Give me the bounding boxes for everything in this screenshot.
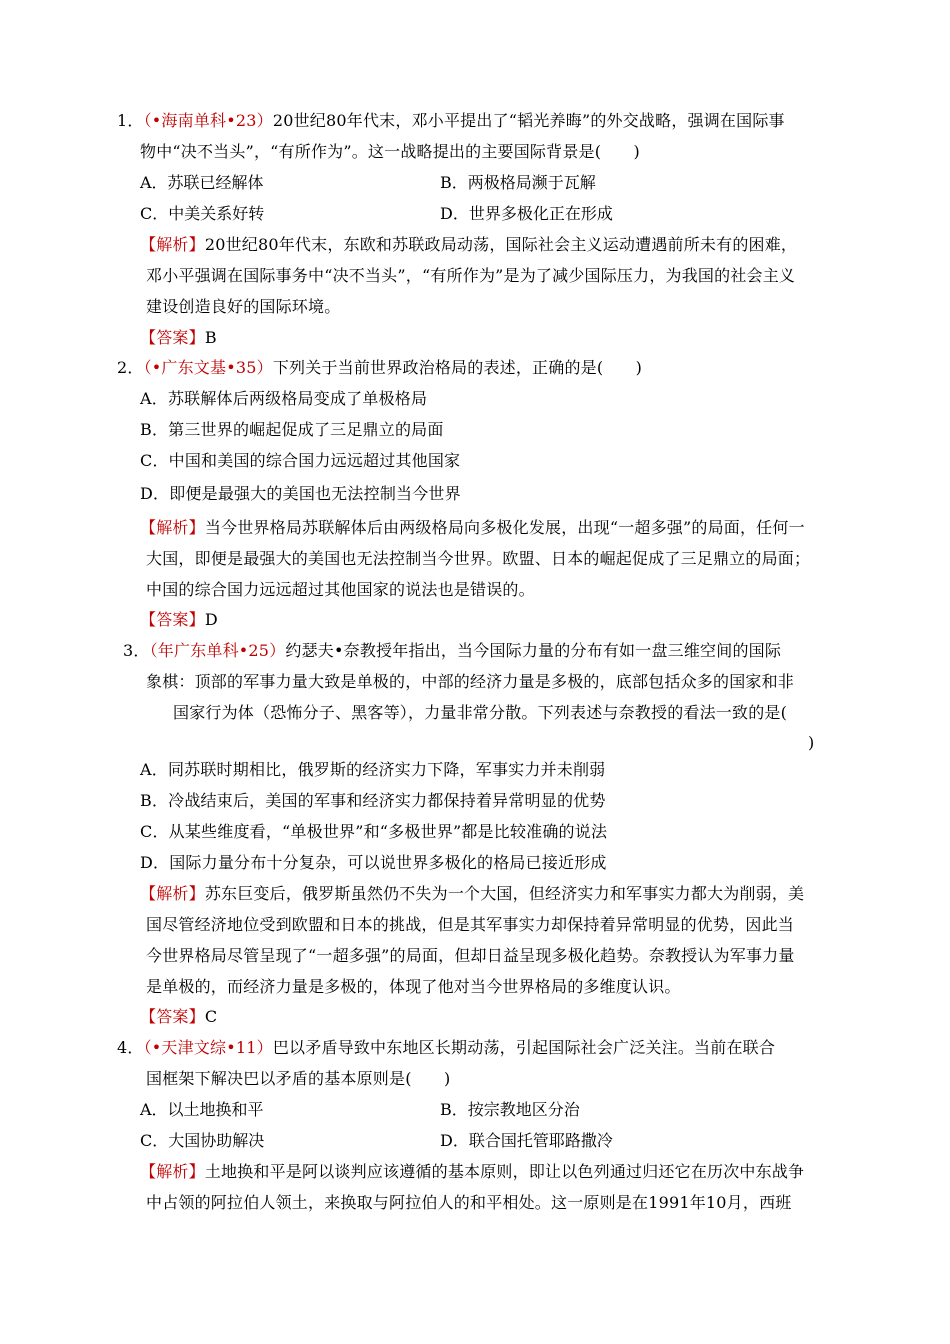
question-4-analysis-line-2: 中占领的阿拉伯人领土，来换取与阿拉伯人的和平相处。这一原则是在1991年10月，西班 xyxy=(146,1193,792,1212)
analysis-label: 【解析】 xyxy=(140,518,205,537)
analysis-text: 苏东巨变后，俄罗斯虽然仍不失为一个大国，但经济实力和军事实力都大为削弱，美 xyxy=(204,884,805,903)
question-3-analysis-line-2: 国尽管经济地位受到欧盟和日本的挑战，但是其军事实力却保持着异常明显的优势，因此当 xyxy=(146,915,795,934)
question-2-stem-line-1 xyxy=(117,358,642,378)
analysis-text: 土地换和平是阿以谈判应该遵循的基本原则，即让以色列通过归还它在历次中东战争 xyxy=(204,1162,805,1181)
answer-value: D xyxy=(204,610,218,629)
question-3-stem-line-3: 国家行为体（恐怖分子、黑客等），力量非常分散。下列表述与奈教授的看法一致的是( xyxy=(173,703,788,722)
analysis-label: 【解析】 xyxy=(140,884,205,903)
analysis-text: 20世纪80年代末，东欧和苏联政局动荡，国际社会主义运动遭遇前所未有的困难， xyxy=(204,235,798,254)
question-3-option-c: C．从某些维度看，“单极世界”和“多极世界”都是比较准确的说法 xyxy=(140,822,608,841)
analysis-text: 当今世界格局苏联解体后由两级格局向多极化发展，出现“一超多强”的局面，任何一 xyxy=(204,518,805,537)
question-1-stem-line-1 xyxy=(117,111,785,131)
question-1-analysis-line-2: 邓小平强调在国际事务中“决不当头”，“有所作为”是为了减少国际压力，为我国的社会主义 xyxy=(146,266,796,285)
question-2-option-c: C．中国和美国的综合国力远远超过其他国家 xyxy=(140,451,461,470)
question-3-answer xyxy=(140,1007,217,1027)
answer-value: B xyxy=(204,328,217,347)
question-4-stem-line-2: 国框架下解决巴以矛盾的基本原则是( ) xyxy=(146,1069,451,1088)
question-4-option-a: A．以土地换和平 xyxy=(140,1100,264,1119)
question-3-option-b: B．冷战结束后，美国的军事和经济实力都保持着异常明显的优势 xyxy=(140,791,606,810)
analysis-label: 【解析】 xyxy=(140,1162,205,1181)
question-2-answer xyxy=(140,610,218,630)
question-4-stem-line-1 xyxy=(117,1038,775,1058)
question-3-stem-line-4: ) xyxy=(808,733,815,752)
question-number: 4． xyxy=(117,1038,144,1057)
question-4-option-c: C．大国协助解决 xyxy=(140,1131,265,1150)
question-4-analysis-line-1 xyxy=(140,1162,804,1182)
answer-label: 【答案】 xyxy=(140,1007,205,1026)
question-number: 3． xyxy=(123,641,150,660)
question-number: 1． xyxy=(117,111,144,130)
question-2-analysis-line-3: 中国的综合国力远远超过其他国家的说法也是错误的。 xyxy=(146,580,535,599)
question-text: 下列关于当前世界政治格局的表述，正确的是( ) xyxy=(272,358,643,377)
question-2-option-b: B．第三世界的崛起促成了三足鼎立的局面 xyxy=(140,420,444,439)
question-4-option-b: B．按宗教地区分治 xyxy=(440,1100,580,1119)
answer-label: 【答案】 xyxy=(140,328,205,347)
question-source: （年广东单科•25） xyxy=(149,641,286,660)
question-3-stem-line-2: 象棋：顶部的军事力量大致是单极的，中部的经济力量是多极的，底部包括众多的国家和非 xyxy=(146,672,795,691)
question-2-option-a: A．苏联解体后两级格局变成了单极格局 xyxy=(140,389,428,408)
answer-label: 【答案】 xyxy=(140,610,205,629)
question-2-option-d: D．即便是最强大的美国也无法控制当今世界 xyxy=(140,484,461,503)
question-1-answer xyxy=(140,328,217,348)
question-3-option-a: A．同苏联时期相比，俄罗斯的经济实力下降，军事实力并未削弱 xyxy=(140,760,606,779)
question-number: 2． xyxy=(117,358,144,377)
question-3-analysis-line-1 xyxy=(140,884,804,904)
question-4-option-d: D．联合国托管耶路撒冷 xyxy=(440,1131,613,1150)
question-1-option-a: A．苏联已经解体 xyxy=(140,173,264,192)
question-1-analysis-line-3: 建设创造良好的国际环境。 xyxy=(146,297,341,316)
question-1-analysis-line-1 xyxy=(140,235,797,255)
question-1-stem-line-2: 物中“决不当头”，“有所作为”。这一战略提出的主要国际背景是( ) xyxy=(140,142,641,161)
question-1-option-b: B．两极格局濒于瓦解 xyxy=(440,173,596,192)
question-text: 20世纪80年代末，邓小平提出了“韬光养晦”的外交战略，强调在国际事 xyxy=(272,111,785,130)
question-text: 约瑟夫•奈教授年指出，当今国际力量的分布有如一盘三维空间的国际 xyxy=(285,641,782,660)
question-source: （•天津文综•11） xyxy=(143,1038,273,1057)
question-1-option-d: D．世界多极化正在形成 xyxy=(440,204,613,223)
question-text: 巴以矛盾导致中东地区长期动荡，引起国际社会广泛关注。当前在联合 xyxy=(272,1038,776,1057)
question-3-option-d: D．国际力量分布十分复杂，可以说世界多极化的格局已接近形成 xyxy=(140,853,607,872)
analysis-label: 【解析】 xyxy=(140,235,205,254)
question-source: （•海南单科•23） xyxy=(143,111,273,130)
question-source: （•广东文基•35） xyxy=(143,358,273,377)
question-3-stem-line-1 xyxy=(123,641,781,661)
question-2-analysis-line-2: 大国，即便是最强大的美国也无法控制当今世界。欧盟、日本的崛起促成了三足鼎立的局面； xyxy=(146,549,811,568)
answer-value: C xyxy=(204,1007,218,1026)
question-2-analysis-line-1 xyxy=(140,518,805,538)
question-3-analysis-line-3: 今世界格局尽管呈现了“一超多强”的局面，但却日益呈现多极化趋势。奈教授认为军事力量 xyxy=(146,946,795,965)
question-1-option-c: C．中美关系好转 xyxy=(140,204,265,223)
question-3-analysis-line-4: 是单极的，而经济力量是多极的，体现了他对当今世界格局的多维度认识。 xyxy=(146,977,681,996)
